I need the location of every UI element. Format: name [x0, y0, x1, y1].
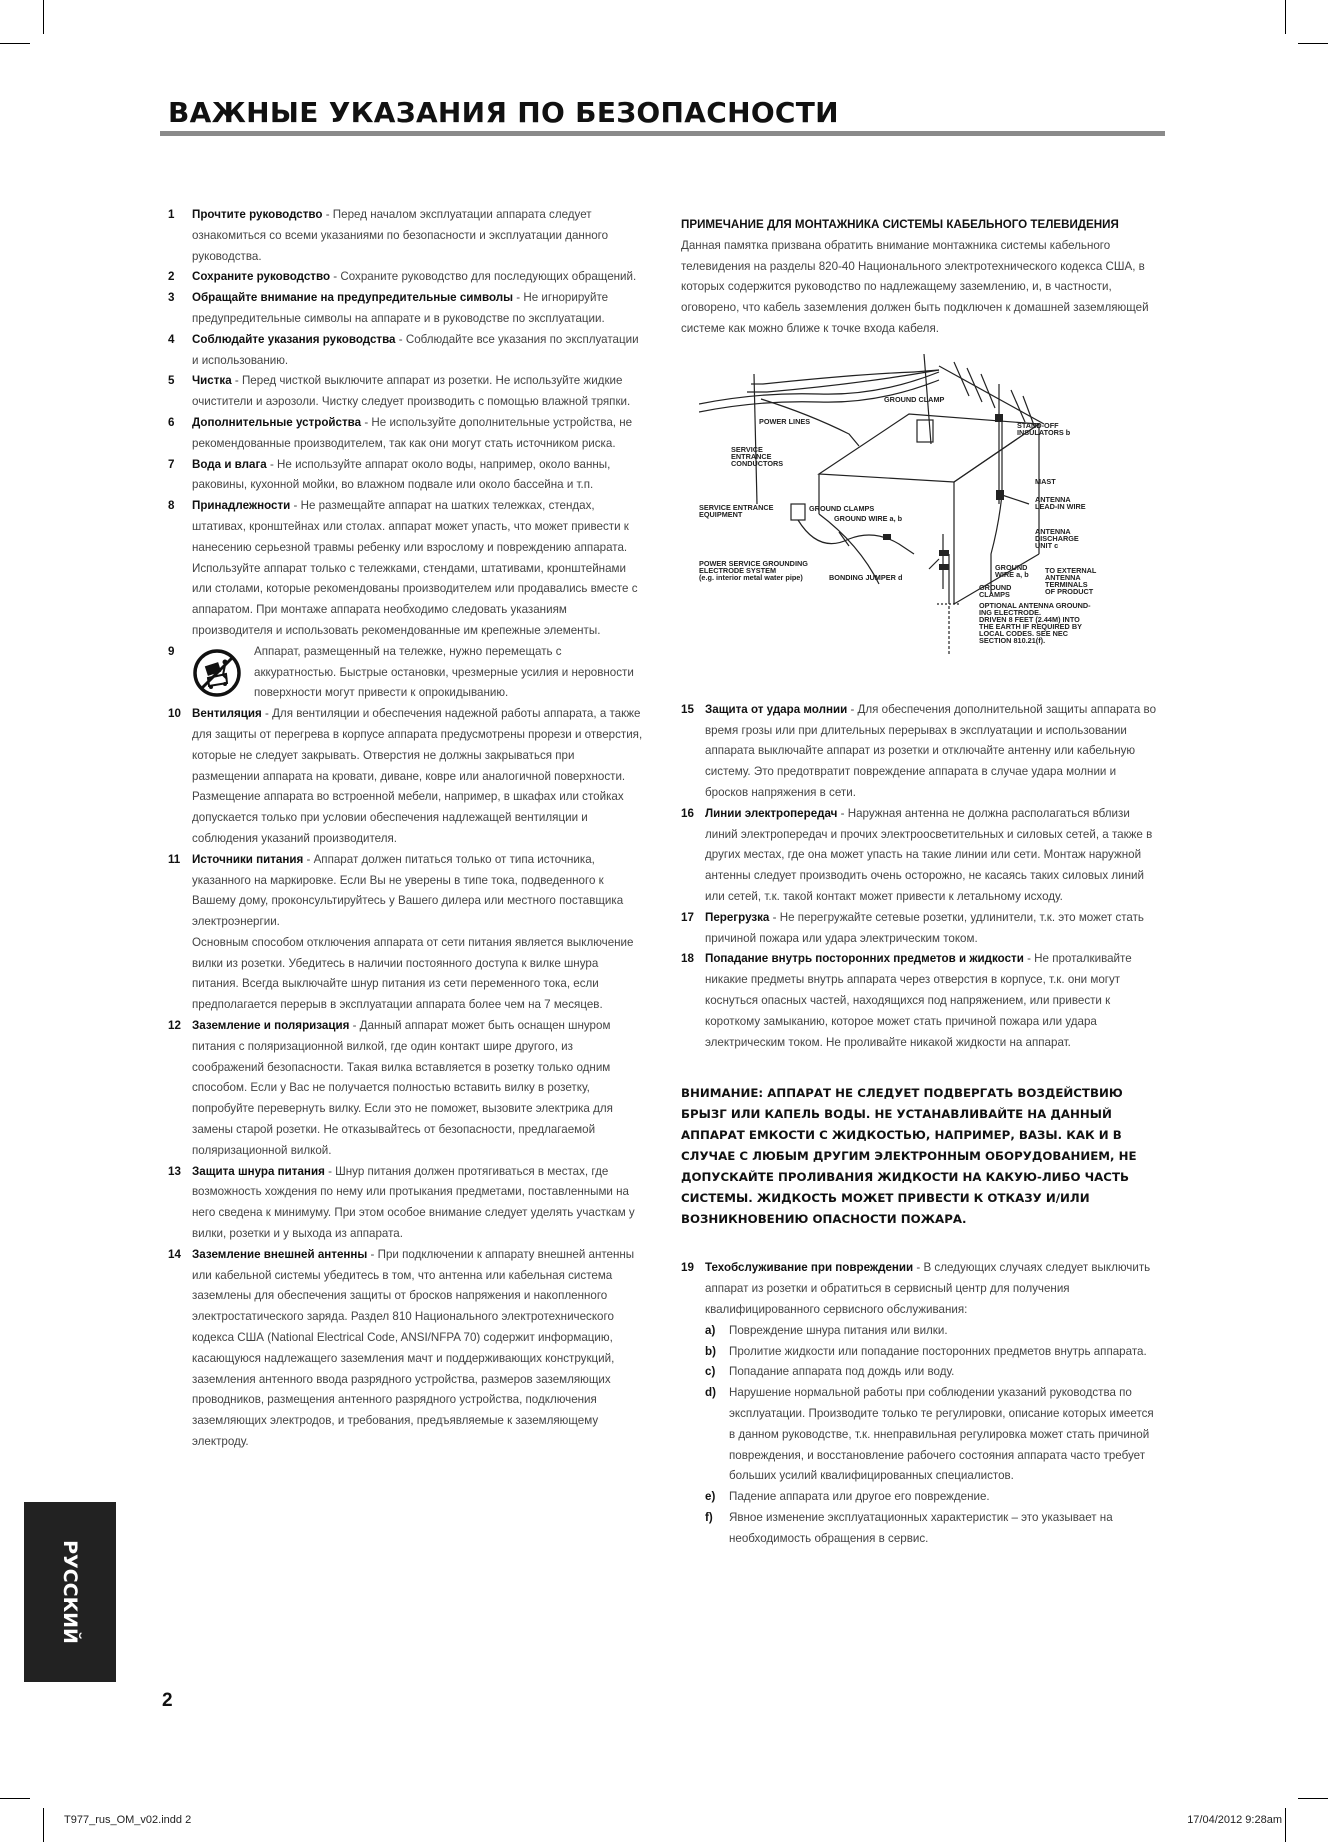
right-column: [681, 215, 1161, 1549]
diagram-label: POWER SERVICE GROUNDING: [699, 558, 808, 568]
diagram-label: WIRE a, b: [995, 569, 1029, 579]
title-rule: [160, 131, 1165, 136]
list-item: 13 Защита шнура питания - Шнур питания должен протягиваться в местах, где возможность хождения по нему или протыкания предметами, поставленными на него сведена к минимуму. При этом особое внимание следует уделять участкам у вилки, розетки и у выхода из аппарата.: [168, 1164, 635, 1241]
crop-mark: [1285, 1808, 1286, 1842]
list-item: 10 Вентиляция - Для вентиляции и обеспечения надежной работы аппарата, а также для защиты от перегрева в корпусе аппарата предусмотрены прорези и отверстия, которые не следует закрывать. Отверстия не должны закрываться при размещении аппарата на кровати, диване, ковре или аналогичной поверхности. Размещение аппарата во встроенной мебели, например, в шкафах или стойках допускается только при условии обеспечения надлежащей вентиляции и соблюдения указаний производителя.: [168, 707, 643, 845]
diagram-label: ELECTRODE SYSTEM: [699, 565, 777, 575]
footer-timestamp: 17/04/2012 9:28am: [1187, 1814, 1282, 1826]
list-item: 2 Сохраните руководство - Сохраните руководство для последующих обращений.: [168, 270, 637, 284]
sub-list-item: d) Нарушение нормальной работы при соблюдении указаний руководства по эксплуатации. Производите только те регулировки, описание которых имеется в данном руководстве, т.к. ннеправильная регулировка может стать причиной повреждения, и восстановление рабочего состояния аппарата часто требует больших усилий квалифицированных специалистов.: [705, 1386, 1154, 1483]
diagram-label: GROUND WIRE a, b: [834, 513, 903, 523]
sub-list-item: e) Падение аппарата или другое его повреждение.: [705, 1490, 990, 1504]
diagram-label: SERVICE ENTRANCE: [699, 502, 774, 512]
crop-mark: [0, 43, 30, 44]
list-item: 17 Перегрузка - Не перегружайте сетевые розетки, удлинители, т.к. это может стать причиной пожара или удара электрическим током.: [681, 910, 1144, 945]
diagram-label: ANTENNA: [1035, 526, 1071, 536]
list-item: 3 Обращайте внимание на предупредительные символы - Не игнорируйте предупредительные символы на аппарате и в руководстве по эксплуатации.: [168, 291, 609, 325]
left-column: [168, 205, 643, 1453]
diagram-label: GROUND CLAMPS: [809, 503, 875, 513]
diagram-label: DRIVEN 8 FEET (2.44M) INTO: [979, 614, 1080, 624]
diagram-label: LEAD-IN WIRE: [1035, 501, 1086, 511]
sub-list-item: a) Повреждение шнура питания или вилки.: [705, 1323, 948, 1337]
diagram-label: SERVICE: [731, 444, 763, 454]
list-item: 19 Техобслуживание при повреждении - В следующих случаях следует выключить аппарат из розетки и обратиться в сервисный центр для получения квалифицированного сервисного обслуживания:: [681, 1261, 1151, 1316]
list-item: 18 Попадание внутрь посторонних предметов и жидкости - Не проталкивайте никакие предметы внутрь аппарата через отверстия в корпусе, т.к. они могут коснуться опасных частей, находящихся под напряжением, или привести к короткому замыканию, которое может стать причиной пожара или удара электрическим током. Не проливайте никакой жидкости на аппарат.: [681, 952, 1132, 1049]
cart-tipover-warning-icon: [192, 648, 242, 698]
diagram-label: MAST: [1035, 476, 1056, 486]
diagram-label: OPTIONAL ANTENNA GROUND-: [979, 600, 1091, 610]
diagram-label: BONDING JUMPER d: [829, 572, 903, 582]
diagram-label: GROUND CLAMP: [884, 394, 945, 404]
list-item: 15 Защита от удара молнии - Для обеспечения дополнительной защиты аппарата во время грозы или при длительных перерывах в эксплуатации и использовании аппарата выключайте аппарат из розетки и отключайте антенну или кабельную систему. Это предотвратит повреждение аппарата в случае удара молнии и бросков напряжения в сети.: [681, 702, 1157, 799]
page-number: 2: [162, 1690, 173, 1711]
list-item: 6 Дополнительные устройства - Не используйте дополнительные устройства, не рекомендованные производителем, так как они могут стать источником риска.: [168, 415, 633, 450]
crop-mark: [1285, 0, 1286, 34]
diagram-label: EQUIPMENT: [699, 509, 743, 519]
diagram-label: GROUND: [995, 562, 1028, 572]
list-item: 11 Источники питания - Аппарат должен питаться только от типа источника, указанного на маркировке. Если Вы не уверены в типе тока, подведенного к Вашему дому, проконсультируйтесь у Вашего дилера или местного поставщика электроэнергии. Основным способом отключения аппарата от сети питания является выключение вилки из розетки. Убедитесь в наличии постоянного доступа к вилке шнура питания. Всегда выключайте шнур питания из сети переменного тока, если предполагается перерыв в эксплуатации аппарата более чем на 7 месяцев.: [168, 852, 634, 1012]
note-text: Данная памятка призвана обратить внимание монтажника системы кабельного телевидения на разделы 820-40 Национального электротехнического кодекса США, в которых содержится руководство по надлежащему заземлению, и, в частности, оговорено, что кабель заземления должен быть подключен к домашней заземляющей системе как можно ближе к точке входа кабеля.: [681, 238, 1149, 335]
diagram-label: LOCAL CODES. SEE NEC: [979, 628, 1069, 638]
diagram-label: CLAMPS: [979, 589, 1010, 599]
diagram-label: INSULATORS b: [1017, 427, 1071, 437]
crop-mark: [1298, 1798, 1328, 1799]
language-tab: [24, 1502, 116, 1682]
list-item: 7 Вода и влага - Не используйте аппарат около воды, например, около ванны, раковины, кухонной мойки, во влажном подвале или около бассейна и т.п.: [168, 457, 611, 492]
sub-list-item: f) Явное изменение эксплуатационных характеристик – это указывает на необходимость обращения в сервис.: [705, 1510, 1113, 1545]
diagram-label: OF PRODUCT: [1045, 586, 1094, 596]
list-item: 8 Принадлежности - Не размещайте аппарат на шатких тележках, стендах, штативах, кронштейнах или столах. аппарат может упасть, что может привести к нанесению серьезной травмы ребенку или взрослому и повреждению аппарата. Используйте аппарат только с тележками, стендами, штативами, кронштейнами или столами, которые рекомендованы производителем или продавались вместе с аппаратом. При монтаже аппарата необходимо следовать указаниям производителя и использовать рекомендованные им крепежные элементы.: [168, 499, 638, 637]
crop-mark: [43, 0, 44, 34]
diagram-label: TERMINALS: [1045, 579, 1088, 589]
diagram-label: POWER LINES: [759, 416, 811, 426]
list-item: 5 Чистка - Перед чисткой выключите аппарат из розетки. Не используйте жидкие очистители и аэрозоли. Чистку следует производить с помощью влажной тряпки.: [168, 374, 631, 409]
diagram-label: SECTION 810.21(f).: [979, 635, 1046, 645]
diagram-label: ENTRANCE: [731, 451, 772, 461]
list-item: 16 Линии электропередач - Наружная антенна не должна располагаться вблизи линий электропередач и прочих электроосветительных и силовых сетей, а также в других местах, где она может упасть на такие линии или сети. Монтаж наружной антенны следует производить очень осторожно, не касаясь таких силовых линий или сетей, т.к. такой контакт может привести к летальному исходу.: [681, 806, 1153, 903]
diagram-label: THE EARTH IF REQUIRED BY: [979, 621, 1082, 631]
diagram-label: TO EXTERNAL: [1045, 565, 1097, 575]
crop-mark: [43, 1808, 44, 1842]
diagram-label: ANTENNA: [1035, 494, 1071, 504]
list-item: 1 Прочтите руководство - Перед началом эксплуатации аппарата следует ознакомиться со всеми указаниями по безопасности и эксплуатации данного руководства.: [168, 208, 609, 263]
diagram-label: CONDUCTORS: [731, 458, 784, 468]
crop-mark: [1298, 43, 1328, 44]
diagram-label: GROUND: [979, 582, 1012, 592]
list-item: 4 Соблюдайте указания руководства - Соблюдайте все указания по эксплуатации и использованию.: [168, 332, 639, 367]
diagram-label: DISCHARGE: [1035, 533, 1079, 543]
antenna-grounding-diagram: [699, 354, 1159, 684]
sub-list-item: c) Попадание аппарата под дождь или воду.: [705, 1365, 955, 1379]
diagram-label: ANTENNA: [1045, 572, 1081, 582]
page-title: ВАЖНЫЕ УКАЗАНИЯ ПО БЕЗОПАСНОСТИ: [168, 96, 839, 129]
note-heading: ПРИМЕЧАНИЕ ДЛЯ МОНТАЖНИКА СИСТЕМЫ КАБЕЛЬНОГО ТЕЛЕВИДЕНИЯ: [681, 218, 1119, 231]
diagram-label: STAND-OFF: [1017, 420, 1059, 430]
caution-notice: ВНИМАНИЕ: АППАРАТ НЕ СЛЕДУЕТ ПОДВЕРГАТЬ ВОЗДЕЙСТВИЮ БРЫЗГ ИЛИ КАПЕЛЬ ВОДЫ. НЕ УСТАНАВЛИВАЙТЕ НА ДАННЫЙ АППАРАТ ЕМКОСТИ С ЖИДКОСТЬЮ, НАПРИМЕР, ВАЗЫ. КАК И В СЛУЧАЕ С ЛЮБЫМ ДРУГИМ ЭЛЕКТРОННЫМ ОБОРУДОВАНИЕМ, НЕ ДОПУСКАЙТЕ ПРОЛИВАНИЯ ЖИДКОСТИ НА КАКУЮ-ЛИБО ЧАСТЬ СИСТЕМЫ. ЖИДКОСТЬ МОЖЕТ ПРИВЕСТИ К ОТКАЗУ И/ИЛИ ВОЗНИКНОВЕНИЮ ОПАСНОСТИ ПОЖАРА.: [681, 1086, 1137, 1227]
diagram-label: UNIT c: [1035, 540, 1059, 550]
footer-file-name: T977_rus_OM_v02.indd 2: [64, 1814, 192, 1826]
diagram-label: (e.g. interior metal water pipe): [699, 572, 803, 582]
list-item: 12 Заземление и поляризация - Данный аппарат может быть оснащен шнуром питания с поляризационной вилкой, где один контакт шире другого, из соображений безопасности. Такая вилка вставляется в розетку только одним способом. Если у Вас не получается полностью вставить вилку в розетку, попробуйте перевернуть вилку. Если это не поможет, вызовите электрика для замены старой розетки. Не отказывайтесь от безопасности, предлагаемой поляризационной вилкой.: [168, 1019, 613, 1157]
language-tab-label: РУССКИЙ: [59, 1540, 81, 1644]
sub-list-item: b) Пролитие жидкости или попадание посторонних предметов внутрь аппарата.: [705, 1344, 1147, 1358]
list-item: 14 Заземление внешней антенны - При подключении к аппарату внешней антенны или кабельной системы убедитесь в том, что антенна или кабельная система заземлены для обеспечения защиты от бросков напряжения и накопленного электростатического заряда. Раздел 810 Национального электротехнического кодекса США (National Electrical Code, ANSI/NFPA 70) содержит информацию, касающуюся надлежащего заземления мачт и поддерживающих конструкций, заземления антенного ввода разрядного устройства, размеров заземляющих проводников, размещения антенного разрядного устройства, подключения заземляющих электродов, и требования, предъявляемые к заземляющему электроду.: [168, 1247, 635, 1449]
list-item: 9 Аппарат, размещенный на тележке, нужно перемещать с аккуратностью. Быстрые остановки, чрезмерные усилия и неровности поверхности могут привести к опрокидыванию.: [168, 644, 634, 700]
diagram-label: ING ELECTRODE.: [979, 607, 1042, 617]
crop-mark: [0, 1798, 30, 1799]
